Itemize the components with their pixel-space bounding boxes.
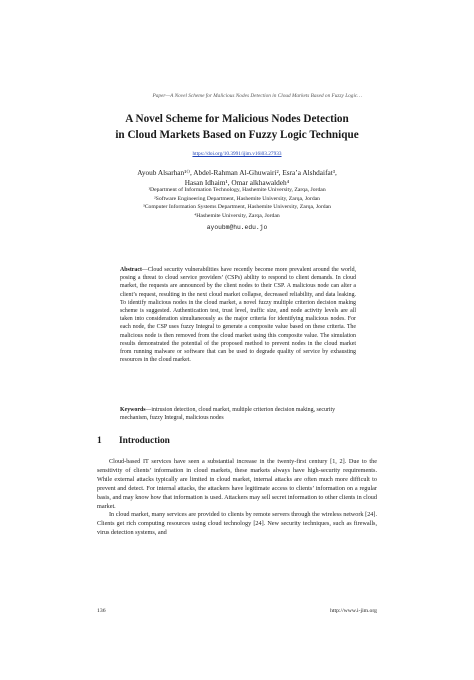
page-number: 136 xyxy=(97,608,106,614)
affiliation: ¹Department of Information Technology, Hashemite University, Zarqa, Jordan xyxy=(148,187,326,193)
contact-email[interactable]: ayoubm@hu.edu.jo xyxy=(206,224,268,231)
title-line-1: A Novel Scheme for Malicious Nodes Detection xyxy=(125,113,349,125)
body-text xyxy=(97,458,377,538)
affiliations xyxy=(0,186,474,220)
section-heading xyxy=(97,436,170,446)
authors-line-2: Hasan Idhaim¹, Omar alkhawaldeh⁴ xyxy=(184,178,290,187)
paragraph: Cloud-based IT services have seen a substantial increase in the twenty-first century [1, 2]. Due to the sensitivity of clients’ information in cloud markets, these markets always have high-security requirements. While external attacks typically are limited in cloud market, internal attacks are often much more difficult to prevent and detect. For internal attacks, the attackers have legitimate access to clients’ information on a regular basis, and may know how that information is used. Attackers may sell secret information to other clients in cloud market. xyxy=(97,458,377,510)
authors-line-1: Ayoub Alsarhan¹⁽⁾, Abdel-Rahman Al-Ghuwairi², Esra’a Alshdaifat³, xyxy=(137,168,337,177)
keywords-label: Keywords xyxy=(120,407,146,413)
abstract-text: —Cloud security vulnerabilities have recently become more prevalent around the world, posing a threat to cloud service providers’ (CSPs) ability to respond to client demands. In cloud market, the requests are announced by the client nodes to their CSP. A malicious node can alter a client’s request, resulting in the next cloud market collapse, decreased reliability, and data leaking. To identify malicious nodes in the cloud market, a novel fuzzy multiple criterion decision making scheme is suggested. Authentication test, trust level, traffic size, and node activity levels are all taken into consideration simultaneously as the major criteria for identifying malicious nodes. For each node, the CSP uses fuzzy Integral to generate a composite value based on these criteria. The malicious node is then removed from the cloud market using this composite value. The simulation results demonstrated the potential of the proposed method to prevent nodes in the cloud market from running malware or software that can be used to degrade quality of service by exhausting resources in the cloud market. xyxy=(120,267,356,364)
journal-url[interactable]: http://www.i-jim.org xyxy=(330,608,377,614)
affiliation: ³Computer Information Systems Department, Hashemite University, Zarqa, Jordan xyxy=(142,204,332,210)
author-list xyxy=(0,168,474,188)
keywords-text: —intrusion detection, cloud market, multiple criterion decision making, security mechanism, fuzzy Integral, malicious nodes xyxy=(120,407,336,422)
section-number: 1 xyxy=(97,436,102,446)
abstract xyxy=(120,266,356,364)
paper-title xyxy=(0,111,474,143)
section-title: Introduction xyxy=(119,436,170,446)
affiliation: ⁴Hashemite University, Zarqa, Jordan xyxy=(194,212,280,219)
keywords xyxy=(120,406,356,422)
affiliation: ²Software Engineering Department, Hashemite University, Zarqa, Jordan xyxy=(153,195,321,202)
running-head: Paper—A Novel Scheme for Malicious Nodes Detection in Cloud Markets Based on Fuzzy Logic… xyxy=(152,93,362,99)
abstract-label: Abstract xyxy=(120,267,142,273)
paragraph: In cloud market, many services are provided to clients by remote servers through the wireless network [24]. Clients get rich computing resources using cloud technology [24]. New security techniques, such as firewalls, virus detection systems, and xyxy=(97,511,377,537)
doi-link[interactable]: https://doi.org/10.3991/ijim.v16i03.27933 xyxy=(192,151,282,157)
title-line-2: in Cloud Markets Based on Fuzzy Logic Technique xyxy=(115,129,359,141)
